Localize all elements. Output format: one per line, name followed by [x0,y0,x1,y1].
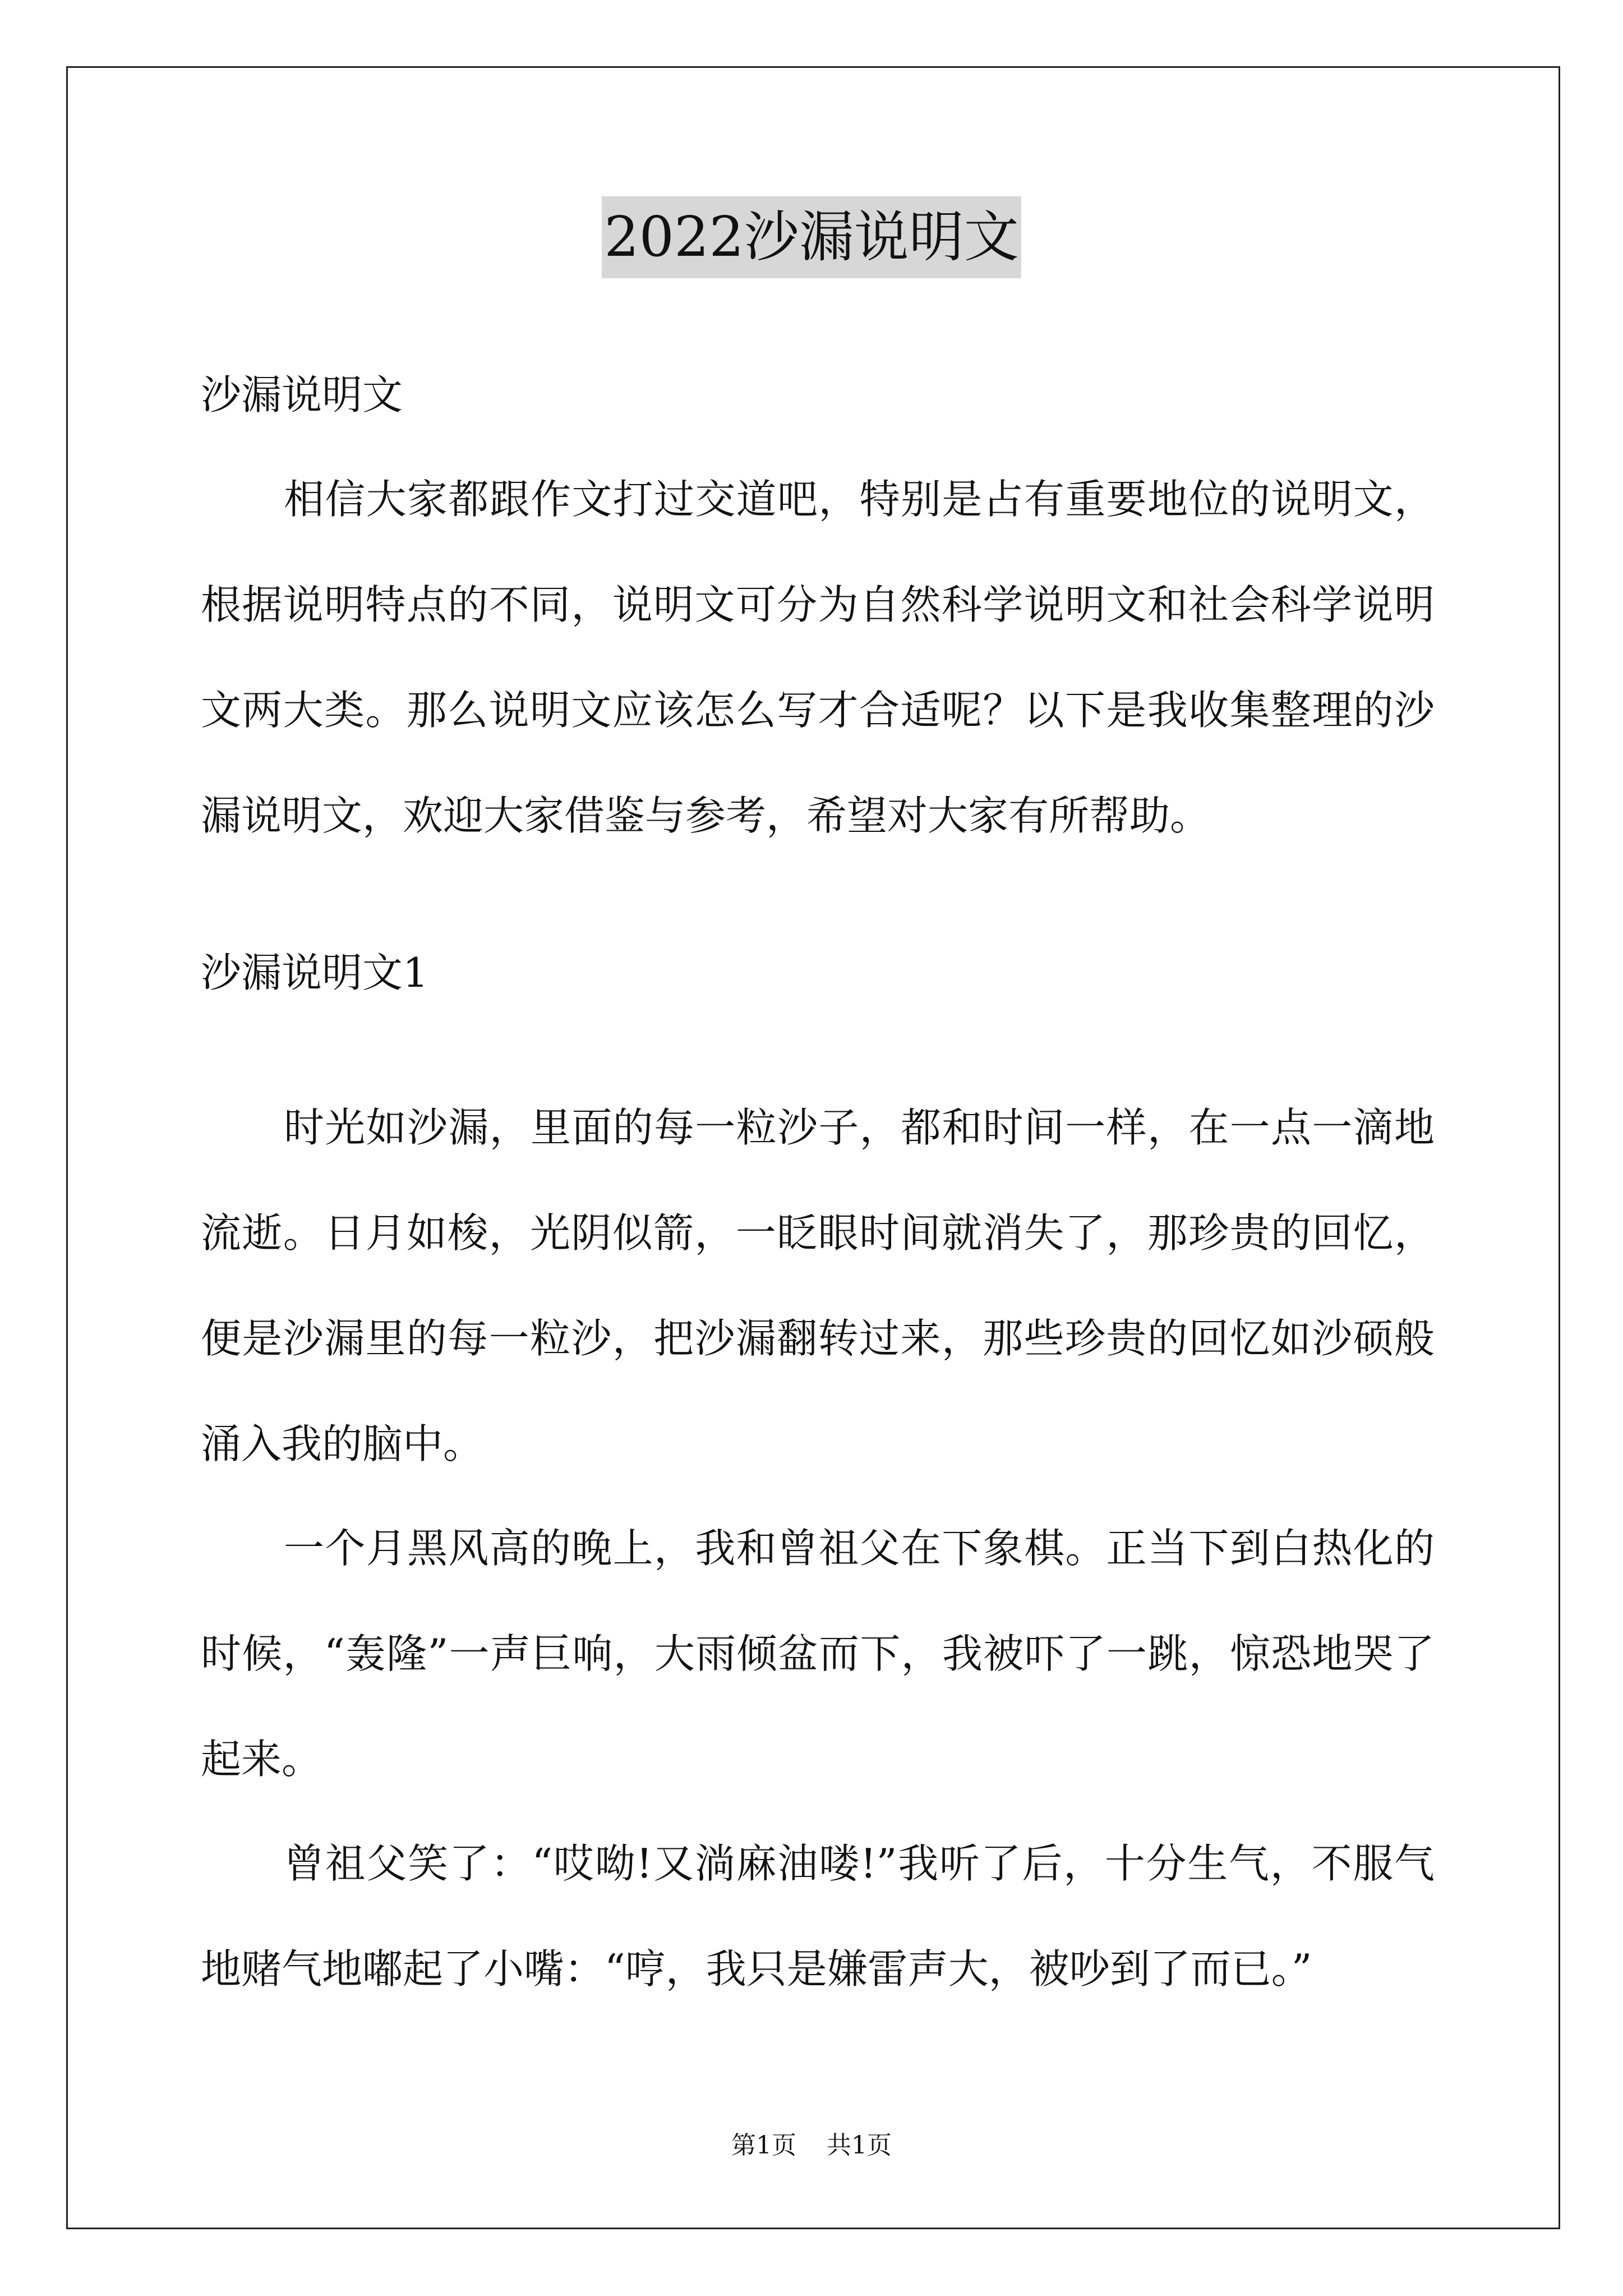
page-footer [0,2129,1623,2162]
intro-heading: 沙漏说明文 [201,371,403,418]
body-paragraph-2: 一个月黑风高的晚上，我和曾祖父在下象棋。正当下到白热化的时候，“轰隆”一声巨响，大雨倾盆而下，我被吓了一跳，惊恐地哭了起来。 [201,1525,1435,1783]
document-title: 2022沙漏说明文 [602,196,1021,278]
intro-paragraph: 相信大家都跟作文打过交道吧，特别是占有重要地位的说明文，根据说明特点的不同，说明文可分为自然科学说明文和社会科学说明文两大类。那么说明文应该怎么写才合适呢？以下是我收集整理的沙漏说明文，欢迎大家借鉴与参考，希望对大家有所帮助。 [201,476,1435,839]
body-paragraph-3: 曾祖父笑了：“哎呦!又淌麻油喽!”我听了后，十分生气，不服气地赌气地嘟起了小嘴：“哼，我只是嫌雷声大，被吵到了而已。” [201,1840,1435,1993]
page-number-total: 共1页 [827,2131,892,2160]
body-paragraph-1: 时光如沙漏，里面的每一粒沙子，都和时间一样，在一点一滴地流逝。日月如梭，光阴似箭，一眨眼时间就消失了，那珍贵的回忆，便是沙漏里的每一粒沙，把沙漏翻转过来，那些珍贵的回忆如沙硕般涌入我的脑中。 [201,1104,1435,1467]
section-heading-1: 沙漏说明文1 [201,949,428,996]
page-number-current: 第1页 [731,2131,796,2160]
document-title-wrapper [0,196,1623,295]
